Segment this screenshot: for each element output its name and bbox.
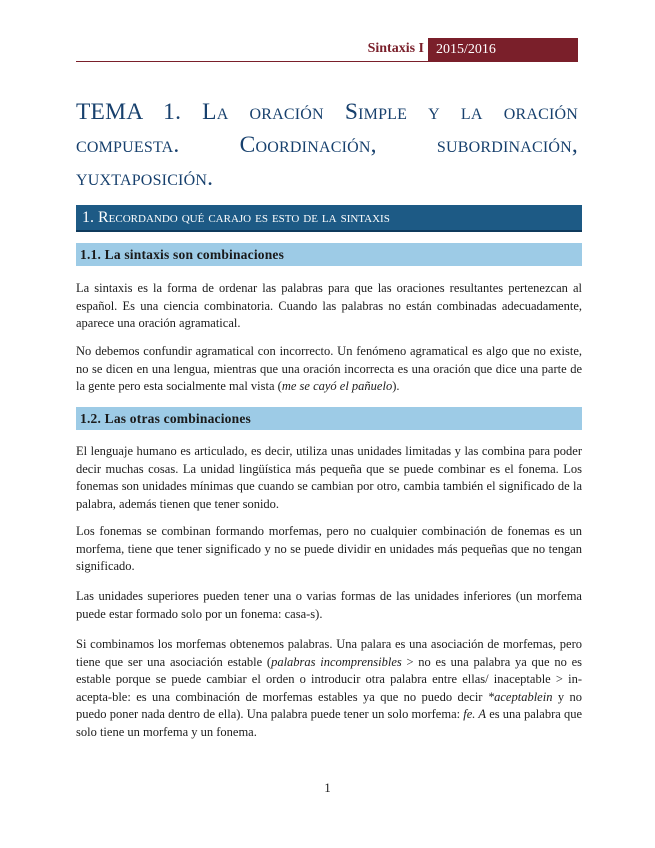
paragraph-text: es una palabra que solo tiene un morfema y un fonema. bbox=[76, 707, 582, 739]
paragraph: Los fonemas se combinan formando morfemas, pero no cualquier combinación de fonemas es un morfema, tiene que tener significado y no se puede dividir en unidades más pequeñas que no tengan significado. bbox=[76, 524, 582, 574]
subsection-heading-bar bbox=[76, 407, 582, 430]
example-text: palabras incomprensibles bbox=[271, 654, 402, 669]
section-heading: 1. Recordando qué carajo es esto de la sintaxis bbox=[82, 209, 390, 226]
paragraph: Las unidades superiores pueden tener una o varias formas de las unidades inferiores (un morfema puede estar formado solo por un fonema: casa-s). bbox=[76, 589, 582, 621]
paragraph-text: > no es una palabra ya que no es estable porque se puede cambiar el orden o introducir otra palabra entre ellas/ inaceptable > in-acepta-ble: es una combinación de morfemas estables ya que no puedo decir bbox=[76, 654, 582, 704]
header-subject: Sintaxis I bbox=[367, 41, 424, 56]
paragraph-text: ). bbox=[392, 379, 400, 394]
section-heading-bar bbox=[76, 205, 582, 232]
page-header bbox=[76, 38, 578, 62]
paragraph-text: No debemos confundir agramatical con incorrecto. Un fenómeno agramatical es algo que no existe, no se dicen en una lengua, mientras que una oración incorrecta es una oración que dice una parte de la gente pero esta socialmente mal vista ( bbox=[76, 344, 582, 394]
subsection-heading-bar bbox=[76, 243, 582, 266]
example-text: *aceptablein bbox=[487, 689, 553, 704]
paragraph-text: y no puedo poner nada dentro de ella). Una palabra puede tener un solo morfema: bbox=[76, 689, 583, 722]
paragraph bbox=[76, 636, 582, 742]
header-year-badge: 2015/2016 bbox=[428, 38, 578, 62]
paragraph: El lenguaje humano es articulado, es decir, utiliza unas unidades limitadas y las combina para poder decir muchas cosas. La unidad lingüística más pequeña que se puede combinar es el fonema. Los fonemas son unidades mínimas que cuando se cambian por otro, cambia también el significado de la palabra, además tienen que tener sonido. bbox=[76, 444, 582, 511]
example-text: fe. A bbox=[463, 707, 487, 722]
subsection-heading: 1.2. Las otras combinaciones bbox=[80, 411, 251, 426]
page-number: 1 bbox=[324, 780, 331, 795]
paragraph bbox=[76, 343, 582, 396]
document-title: TEMA 1. La oración Simple y la oración compuesta. Coordinación, subordinación, yuxtaposición. bbox=[76, 99, 578, 191]
example-text: me se cayó el pañuelo bbox=[281, 379, 393, 394]
paragraph-text: Si combinamos los morfemas obtenemos palabras. Una palara es una asociación de morfemas, pero tiene que ser una asociación estable ( bbox=[76, 637, 582, 669]
subsection-heading: 1.1. La sintaxis son combinaciones bbox=[80, 247, 285, 262]
header-rule bbox=[76, 61, 578, 62]
paragraph: La sintaxis es la forma de ordenar las palabras para que las oraciones resultantes pertenezcan al español. Es una ciencia combinatoria. Cuando las palabras no están combinadas adecuadamente, aparece una oración agramatical. bbox=[76, 281, 582, 331]
